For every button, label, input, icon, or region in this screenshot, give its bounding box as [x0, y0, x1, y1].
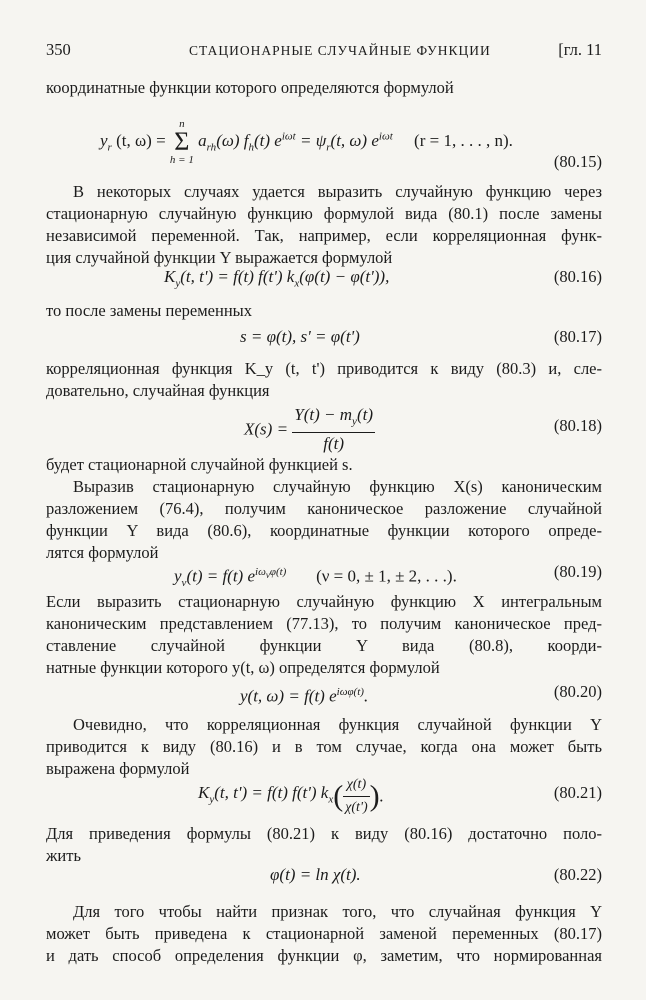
text-line: функции Y вида (80.6), координатные функции которого опреде-: [46, 521, 602, 540]
equation-number: (80.22): [553, 865, 602, 884]
text-line: Выразив стационарную случайную функцию X(s) каноническим: [73, 477, 602, 496]
text-line: стационарную случайную функцию формулой вида (80.1) после замены: [46, 204, 602, 223]
text-line: будет стационарной случайной функцией s.: [46, 455, 353, 474]
text-line: и дать способ определения функции φ, заметим, что нормированная: [46, 946, 602, 965]
equation-80-15: $y_r$ (t, ω) = n Σ h = 1 $a_{rh}(\omega)$ $f_h(t) e^{i\omega t} = \psi_r(t$, ω) $e^{i\omega t}$ (r = 1, . . . , n).: [100, 118, 513, 166]
fraction: $\frac{Y(t) - m_y(t)}{f(t)}$: [294, 405, 373, 454]
equation-number: (80.18): [553, 416, 602, 435]
text-line: В некоторых случаях удается выразить случайную функцию через: [73, 182, 602, 201]
text-line: каноническим представлением (77.13), то получим каноническое пред-: [46, 614, 602, 633]
text-line: выражена формулой: [46, 759, 190, 778]
sum-symbol: n Σ h = 1: [169, 118, 194, 166]
equation-80-20: y(t, ω) = f(t) $e^{i\omega\varphi(t)}$.: [240, 686, 369, 706]
text-line: корреляционная функция K_y (t, t') приводится к виду (80.3) и, сле-: [46, 359, 602, 378]
equation-80-21: $K_y(t$, t') = f(t) f(t') $k_x$( $\frac{\chi(t)}{\chi(t')}$ ).: [198, 774, 384, 819]
equation-number: (80.16): [553, 267, 602, 286]
text-line: жить: [46, 846, 81, 865]
text-line: натные функции которого y(t, ω) определятся формулой: [46, 658, 440, 677]
page-header: [46, 40, 602, 64]
equation-number: (80.15): [553, 152, 602, 171]
equation-80-19: $y_\nu(t) = f(t)$ $e^{i\omega_\nu\varphi(t)}$ (ν = 0, ± 1, ± 2, . . .).: [174, 566, 457, 590]
text-line: координатные функции которого определяются формулой: [46, 78, 454, 97]
equation-80-16: $K_y(t$, t') = f(t) f(t') $k_x(\varphi(t) - \varphi(t'))$,: [164, 267, 390, 290]
equation-number: (80.19): [553, 562, 602, 581]
equation-number: (80.20): [553, 682, 602, 701]
text-line: разложением (76.4), получим каноническое разложение случайной: [46, 499, 602, 518]
text-line: Для приведения формулы (80.21) к виду (80.16) достаточно поло-: [46, 824, 602, 843]
equation-number: (80.17): [553, 327, 602, 346]
fraction: $\frac{\chi(t)}{\chi(t')}$: [343, 774, 369, 819]
equation-number: (80.21): [553, 783, 602, 802]
text-line: приводится к виду (80.16) и в том случае, когда она может быть: [46, 737, 602, 756]
text-line: Очевидно, что корреляционная функция случайной функции Y: [73, 715, 602, 734]
text-line: то после замены переменных: [46, 301, 253, 320]
equation-80-18: X(s) = $\frac{Y(t) - m_y(t)}{f(t)}$: [244, 405, 373, 454]
running-title: СТАЦИОНАРНЫЕ СЛУЧАЙНЫЕ ФУНКЦИИ: [189, 43, 491, 58]
text-line: ция случайной функции Y выражается формулой: [46, 248, 393, 267]
text-line: может быть приведена к стационарной заменой переменных (80.17): [46, 924, 602, 943]
equation-80-22: φ(t) = ln χ(t).: [270, 865, 361, 884]
chapter-label: [гл. 11: [558, 40, 602, 59]
page-number: 350: [46, 40, 71, 59]
text-line: ставление случайной функции Y вида (80.8), коорди-: [46, 636, 602, 655]
text-line: независимой переменной. Так, например, если корреляционная функ-: [46, 226, 602, 245]
text-line: довательно, случайная функция: [46, 381, 270, 400]
text-line: Если выразить стационарную случайную функцию X интегральным: [46, 592, 602, 611]
text-line: Для того чтобы найти признак того, что случайная функция Y: [73, 902, 602, 921]
equation-80-17: s = φ(t), s' = φ(t'): [240, 327, 360, 346]
text-line: лятся формулой: [46, 543, 159, 562]
